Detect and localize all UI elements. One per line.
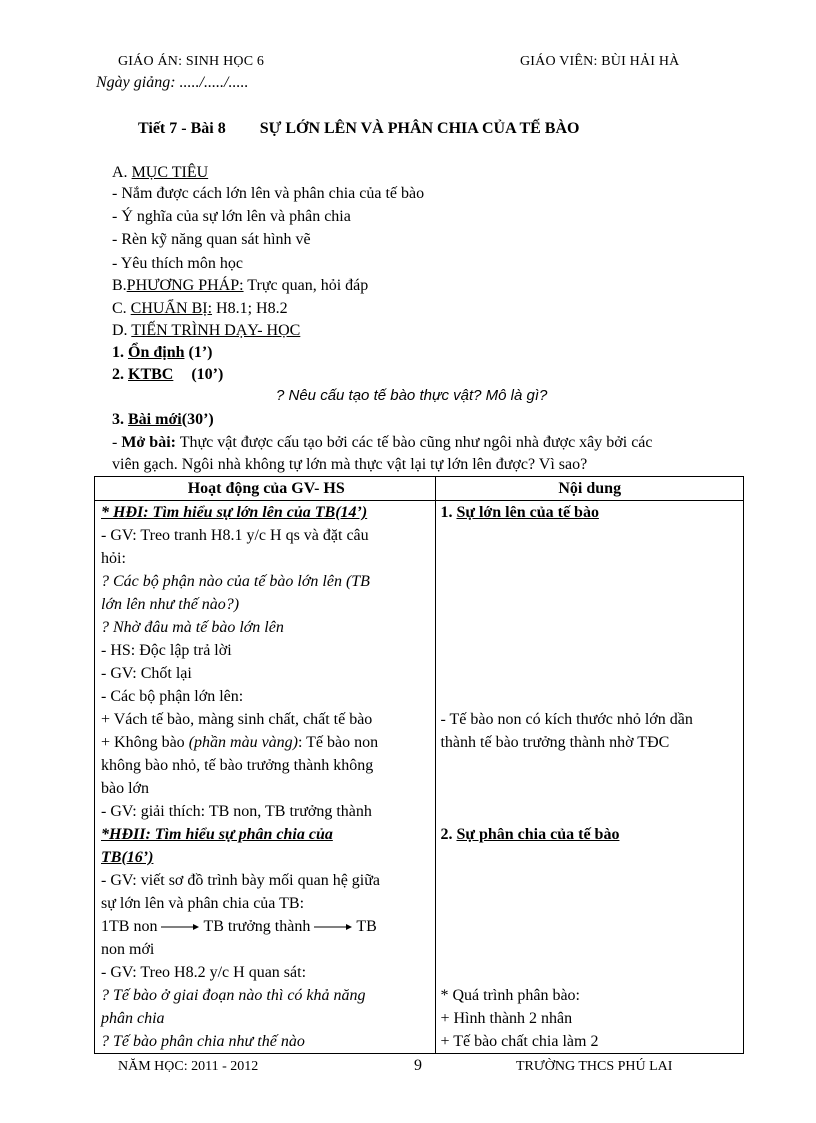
step-1-time: (1’)	[188, 344, 213, 361]
lesson-table	[94, 476, 744, 1054]
lesson-name: SỰ LỚN LÊN VÀ PHÂN CHIA CỦA TẾ BÀO	[259, 120, 580, 137]
page-title	[138, 120, 579, 138]
content-2-heading	[440, 823, 739, 846]
diagram-node-new: TB	[356, 918, 377, 935]
vacuole-label: + Không bào	[101, 734, 185, 751]
content-1-title: Sự lớn lên của tế bào	[456, 504, 599, 521]
activity-line: - GV: Treo H8.2 y/c H quan sát:	[101, 964, 307, 981]
section-c-title: CHUẨN BỊ:	[130, 300, 213, 317]
review-question: ? Nêu cấu tạo tế bào thực vật? Mô là gì?	[276, 387, 548, 404]
step-2-num: 2.	[112, 366, 124, 383]
section-d-title: TIẾN TRÌNH DẠY- HỌC	[131, 322, 301, 339]
vacuole-note: (phần màu vàng)	[188, 734, 298, 751]
content-line: - Tế bào non có kích thước nhỏ lớn dần	[440, 711, 693, 728]
activity-question: ? Tế bào phân chia như thế nào	[101, 1033, 305, 1050]
section-c-text: H8.1; H8.2	[216, 300, 288, 317]
content-2-num: 2.	[440, 826, 453, 843]
step-1-title: Ổn định	[128, 344, 185, 361]
diagram-node-young: 1TB non	[101, 918, 158, 935]
lesson-number: Tiết 7 - Bài 8	[138, 120, 226, 137]
activity-question: phân chia	[101, 1010, 165, 1027]
content-line: thành tế bào trưởng thành nhờ TĐC	[440, 734, 670, 751]
intro-line-2: viên gạch. Ngôi nhà không tự lớn mà thực vật lại tự lớn lên được? Vì sao?	[112, 456, 588, 473]
section-b	[112, 275, 368, 297]
objective-item: - Rèn kỹ năng quan sát hình vẽ	[112, 231, 311, 248]
step-3-title: Bài mới	[128, 411, 182, 428]
section-c-prefix: C.	[112, 300, 127, 317]
activity-question: ? Nhờ đâu mà tế bào lớn lên	[101, 619, 284, 636]
step-3	[112, 409, 214, 431]
activity-question: ? Các bộ phận nào của tế bào lớn lên (TB	[101, 573, 370, 590]
activity-line: sự lớn lên và phân chia của TB:	[101, 895, 305, 912]
content-1-heading	[440, 501, 739, 524]
arrow-right-icon	[161, 923, 199, 931]
footer-school: TRƯỜNG THCS PHÚ LAI	[516, 1059, 673, 1074]
activity-1-title	[101, 501, 431, 524]
activity-question: lớn lên như thế nào?)	[101, 596, 240, 613]
teaching-date: Ngày giảng: ...../...../.....	[96, 74, 249, 91]
section-a-heading	[112, 162, 208, 184]
section-a-prefix: A.	[112, 164, 128, 181]
step-2-title: KTBC	[128, 366, 174, 383]
intro-text: Thực vật được cấu tạo bởi các tế bào cũng như ngôi nhà được xây bởi các	[179, 434, 653, 451]
activity-line: - GV: viết sơ đồ trình bày mối quan hệ giữa	[101, 872, 381, 889]
arrow-right-icon	[314, 923, 352, 931]
activity-line: - Các bộ phận lớn lên:	[101, 688, 244, 705]
activity-line: không bào nhỏ, tế bào trưởng thành không	[101, 757, 374, 774]
section-b-text: Trực quan, hỏi đáp	[247, 277, 369, 294]
vacuole-text: : Tế bào non	[298, 734, 379, 751]
activity-line: - HS: Độc lập trả lời	[101, 642, 232, 659]
step-1-num: 1.	[112, 344, 124, 361]
footer-school-year: NĂM HỌC: 2011 - 2012	[118, 1059, 259, 1074]
step-3-num: 3.	[112, 411, 124, 428]
activity-2-title	[101, 823, 431, 846]
section-a-title: MỤC TIÊU	[131, 164, 209, 181]
step-3-time: (30’)	[181, 411, 214, 428]
section-d	[112, 320, 300, 342]
header-left: GIÁO ÁN: SINH HỌC 6	[118, 54, 265, 69]
section-d-prefix: D.	[112, 322, 128, 339]
activity-cell	[95, 501, 436, 1054]
diagram-node-mature: TB trưởng thành	[203, 918, 311, 935]
content-line: * Quá trình phân bào:	[440, 987, 580, 1004]
activity-2-title-b: TB(16’)	[101, 849, 154, 866]
table-row	[95, 501, 744, 1054]
intro-line-1: - Mở bài: Thực vật được cấu tạo bởi các tế bào cũng như ngôi nhà được xây bởi các	[112, 434, 653, 451]
intro-label: Mở bài:	[121, 434, 176, 451]
content-2-title: Sự phân chia của tế bào	[456, 826, 620, 843]
diagram-node-new-cont: non mới	[101, 941, 155, 958]
content-line: + Tế bào chất chia làm 2	[440, 1033, 599, 1050]
objective-item: - Nắm được cách lớn lên và phân chia của tế bào	[112, 185, 425, 202]
activity-question: ? Tế bào ở giai đoạn nào thì có khả năng	[101, 987, 366, 1004]
objective-item: - Ý nghĩa của sự lớn lên và phân chia	[112, 208, 351, 225]
col1-header: Hoạt động của GV- HS	[95, 477, 436, 501]
activity-line: bào lớn	[101, 780, 150, 797]
content-line: + Hình thành 2 nhân	[440, 1010, 573, 1027]
activity-1-title-text: * HĐI: Tìm hiểu sự lớn lên của TB(14’)	[101, 504, 368, 521]
content-1-num: 1.	[440, 504, 453, 521]
section-b-prefix: B.	[112, 277, 127, 294]
activity-line	[101, 731, 431, 754]
content-cell	[436, 501, 744, 1054]
objective-item: - Yêu thích môn học	[112, 255, 243, 272]
col2-header: Nội dung	[436, 477, 744, 501]
growth-diagram	[101, 915, 431, 938]
activity-line: + Vách tế bào, màng sinh chất, chất tế bào	[101, 711, 373, 728]
table-header-row	[95, 477, 744, 501]
header-right: GIÁO VIÊN: BÙI HẢI HÀ	[520, 54, 680, 69]
step-1	[112, 342, 212, 364]
activity-line: - GV: Treo tranh H8.1 y/c H qs và đặt câu	[101, 527, 369, 544]
step-2	[112, 364, 223, 386]
activity-line: - GV: Chốt lại	[101, 665, 192, 682]
page-number: 9	[414, 1057, 422, 1074]
section-b-title: PHƯƠNG PHÁP:	[126, 277, 244, 294]
activity-line: - GV: giải thích: TB non, TB trưởng thành	[101, 803, 372, 820]
step-2-time: (10’)	[191, 366, 224, 383]
activity-2-title	[101, 846, 431, 869]
activity-line: hỏi:	[101, 550, 126, 567]
activity-2-title-a: *HĐII: Tìm hiểu sự phân chia của	[101, 826, 333, 843]
section-c	[112, 298, 288, 320]
